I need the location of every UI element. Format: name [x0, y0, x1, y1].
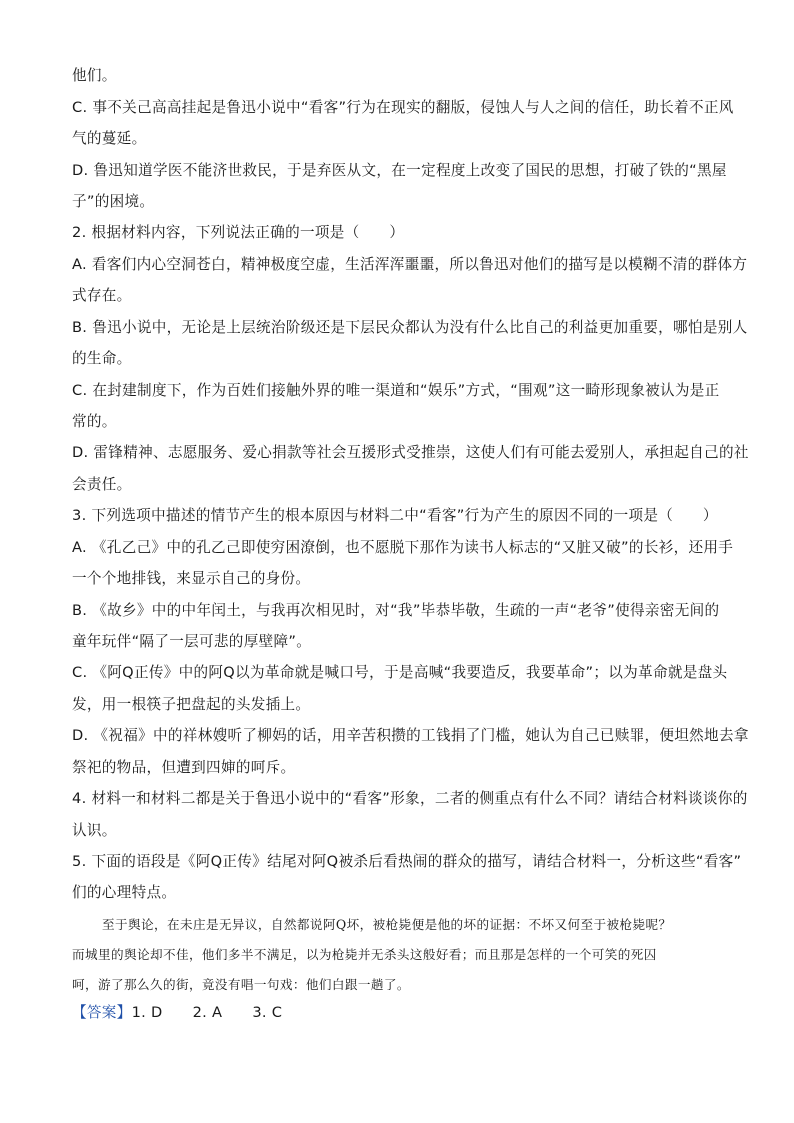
- text-line: B. 《故乡》中的中年闰土，与我再次相见时，对“我”毕恭毕敬，生疏的一声“老爷”使得亲密无间的: [72, 602, 720, 619]
- text-line: 他们。: [72, 67, 117, 84]
- question-5: 5. 下面的语段是《阿Q正传》结尾对阿Q被杀后看热闹的群众的描写，请结合材料一，分析这些“看客”: [72, 853, 742, 870]
- question-2: 2. 根据材料内容，下列说法正确的一项是（ ）: [72, 224, 405, 241]
- passage-line: 至于舆论，在未庄是无异议，自然都说阿Q坏，被枪毙便是他的坏的证据：不坏又何至于被枪毙呢？: [102, 917, 672, 932]
- passage-line: 而城里的舆论却不佳，他们多半不满足，以为枪毙并无杀头这般好看；而且那是怎样的一个可笑的死囚: [72, 947, 657, 962]
- text-line: 气的蔓延。: [72, 130, 147, 147]
- answer-label: 【答案】: [72, 1004, 132, 1021]
- text-line: 一个个地排钱，来显示自己的身份。: [72, 570, 311, 587]
- passage-line: 呵，游了那么久的街，竟没有唱一句戏：他们白跟一趟了。: [72, 977, 410, 992]
- text-line: 子”的困境。: [72, 193, 155, 210]
- text-line: A. 看客们内心空洞苍白，精神极度空虚，生活浑浑噩噩，所以鲁迅对他们的描写是以模糊不清的群体方: [72, 256, 748, 273]
- text-line: D. 鲁迅知道学医不能济世救民，于是弃医从文，在一定程度上改变了国民的思想，打破了铁的“黑屋: [72, 162, 727, 179]
- text-line: C. 在封建制度下，作为百姓们接触外界的唯一渠道和“娱乐”方式，“围观”这一畸形现象被认为是正: [72, 382, 720, 399]
- text-line: 发，用一根筷子把盘起的头发插上。: [72, 696, 311, 713]
- text-line: 们的心理特点。: [72, 884, 177, 901]
- text-line: 常的。: [72, 413, 117, 430]
- text-line: 式存在。: [72, 287, 132, 304]
- text-line: 认识。: [72, 822, 117, 839]
- text-line: A. 《孔乙己》中的孔乙己即使穷困潦倒，也不愿脱下那作为读书人标志的“又脏又破”的长衫，还用手: [72, 539, 734, 556]
- text-line: B. 鲁迅小说中，无论是上层统治阶级还是下层民众都认为没有什么比自己的利益更加重要，哪怕是别人: [72, 319, 748, 336]
- text-line: D. 《祝福》中的祥林嫂听了柳妈的话，用辛苦积攒的工钱捐了门槛，她认为自己已赎罪，便坦然地去拿: [72, 727, 749, 744]
- answer-item: 1. D: [131, 1004, 163, 1021]
- answer-item: 3. C: [252, 1004, 283, 1021]
- text-line: 的生命。: [72, 350, 132, 367]
- question-4: 4. 材料一和材料二都是关于鲁迅小说中的“看客”形象，二者的侧重点有什么不同？请结合材料谈谈你的: [72, 790, 748, 807]
- text-line: 会责任。: [72, 476, 132, 493]
- text-line: 祭祀的物品，但遭到四婶的呵斥。: [72, 759, 296, 776]
- text-line: 童年玩伴“隔了一层可悲的厚壁障”。: [72, 633, 312, 650]
- answer-item: 2. A: [192, 1004, 223, 1021]
- answer-line: [72, 1003, 282, 1023]
- question-3: 3. 下列选项中描述的情节产生的根本原因与材料二中“看客”行为产生的原因不同的一项是（ ）: [72, 507, 718, 524]
- text-line: D. 雷锋精神、志愿服务、爱心捐款等社会互援形式受推崇，这使人们有可能去爱别人，承担起自己的社: [72, 444, 749, 461]
- text-line: C. 《阿Q正传》中的阿Q以为革命就是喊口号，于是高喊“我要造反，我要革命”；以为革命就是盘头: [72, 664, 728, 681]
- text-line: C. 事不关己高高挂起是鲁迅小说中“看客”行为在现实的翻版，侵蚀人与人之间的信任，助长着不正风: [72, 99, 734, 116]
